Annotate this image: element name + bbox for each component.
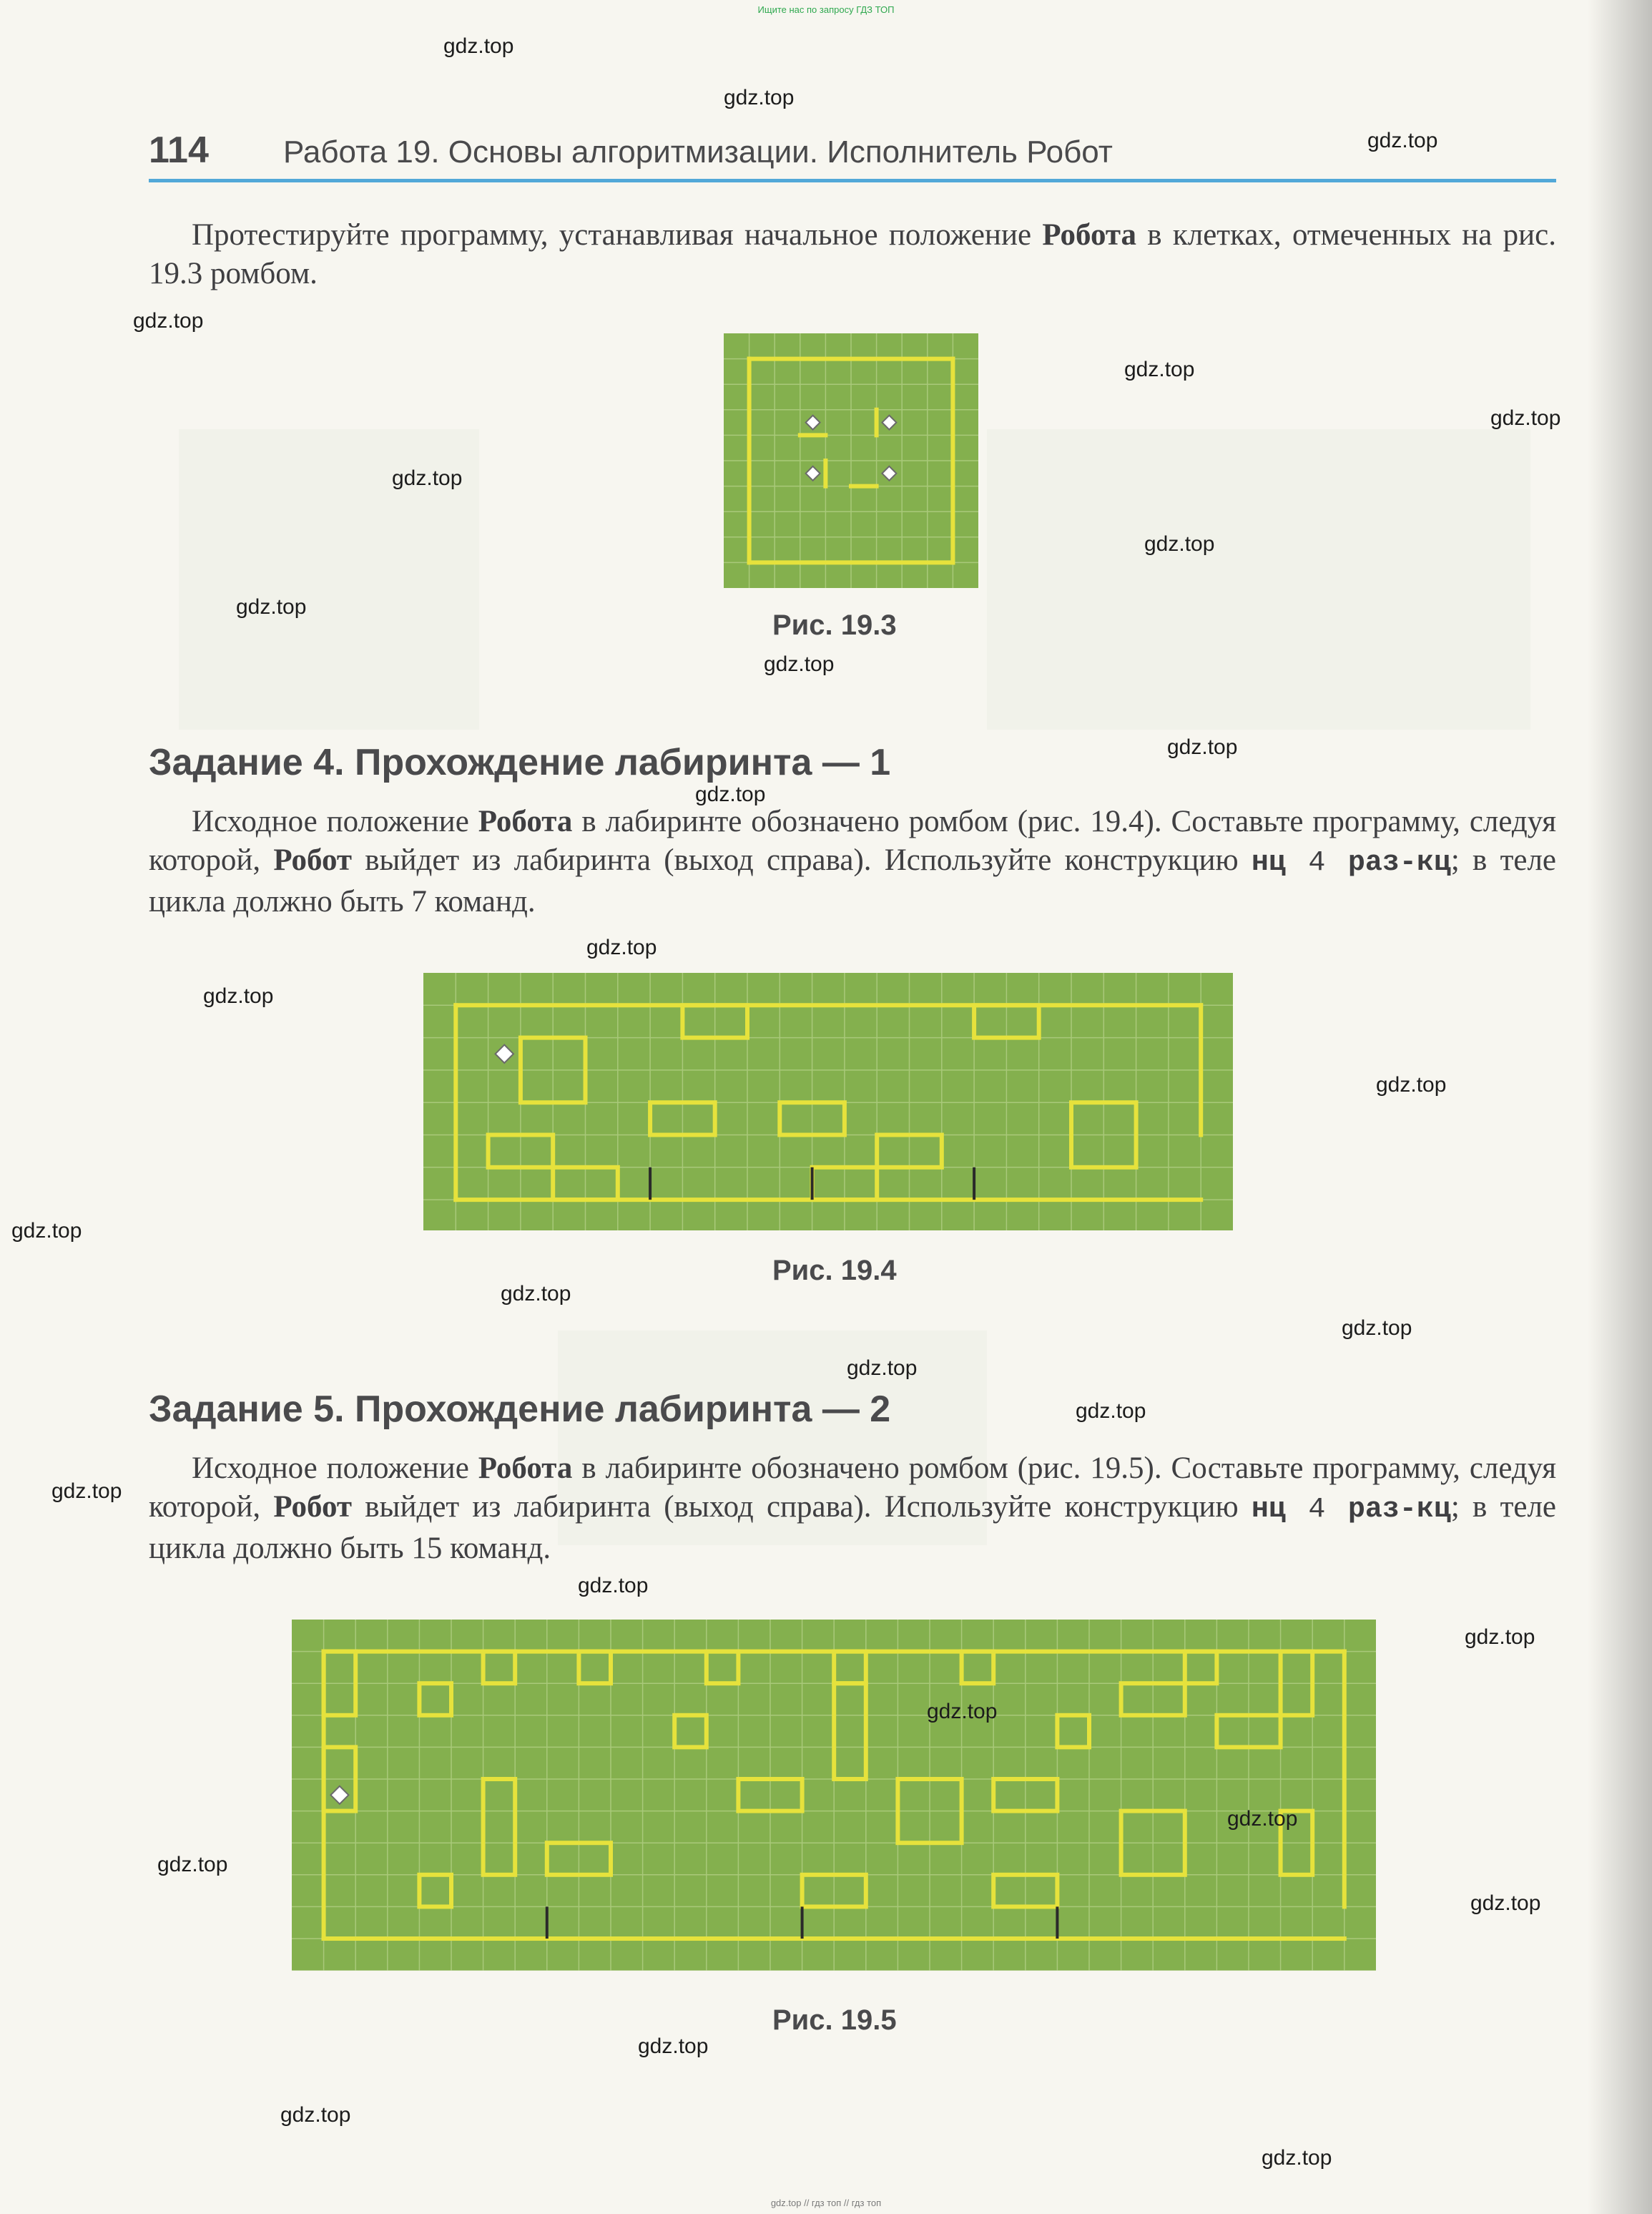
- watermark: gdz.top: [847, 1356, 918, 1380]
- task-4-robot-1: Робота: [478, 805, 573, 838]
- task-4-heading: Задание 4. Прохождение лабиринта — 1: [149, 742, 891, 783]
- watermark: gdz.top: [280, 2103, 351, 2127]
- watermark: gdz.top: [1076, 1399, 1146, 1423]
- watermark: gdz.top: [133, 309, 204, 333]
- page-number: 114: [149, 129, 209, 171]
- task-4-text-3: выйдет из лабиринта (выход справа). Используйте конструкцию: [352, 843, 1252, 877]
- watermark: gdz.top: [157, 1853, 228, 1876]
- watermark: gdz.top: [1367, 129, 1438, 152]
- watermark: gdz.top: [1227, 1807, 1298, 1831]
- task-5-keyword-razkc: раз-кц: [1347, 1494, 1451, 1526]
- watermark: gdz.top: [11, 1219, 82, 1243]
- watermark: gdz.top: [586, 936, 657, 959]
- task-4-text-4: ; в теле цикла должно быть 7 команд.: [149, 843, 1556, 919]
- figure-19-3-maze: [724, 333, 978, 588]
- watermark: gdz.top: [1124, 358, 1195, 381]
- watermark: gdz.top: [1144, 532, 1215, 556]
- watermark: gdz.top: [51, 1479, 122, 1503]
- top-search-note: Ищите нас по запросу ГДЗ ТОП: [757, 4, 895, 15]
- task-5-robot-2: Робот: [273, 1490, 353, 1524]
- task-5-text-3: выйдет из лабиринта (выход справа). Используйте конструкцию: [352, 1490, 1252, 1524]
- intro-text-b: в клетках, отмеченных на рис. 19.3 ромбом.: [149, 218, 1557, 290]
- page-header: [149, 129, 1556, 182]
- figure-19-4-maze: [423, 973, 1233, 1230]
- intro-text-a: Протестируйте программу, устанавливая начальное положение: [192, 218, 1043, 252]
- bottom-note: gdz.top // гдз топ // гдз топ: [770, 2198, 882, 2208]
- task-5-text-2: в лабиринте обозначено ромбом (рис. 19.5). Составьте программу, следуя которой,: [149, 1451, 1556, 1524]
- intro-robot-word: Робота: [1042, 218, 1137, 252]
- watermark: gdz.top: [203, 984, 274, 1008]
- watermark: gdz.top: [501, 1282, 571, 1306]
- watermark: gdz.top: [1470, 1891, 1541, 1915]
- figure-19-3-caption: Рис. 19.3: [772, 609, 897, 641]
- figure-19-5-caption: Рис. 19.5: [772, 2004, 897, 2036]
- task-5-heading: Задание 5. Прохождение лабиринта — 2: [149, 1388, 891, 1430]
- figure-19-4-caption: Рис. 19.4: [772, 1255, 897, 1286]
- watermark: gdz.top: [1376, 1073, 1447, 1097]
- watermark: gdz.top: [927, 1700, 998, 1723]
- watermark: gdz.top: [236, 595, 307, 619]
- figure-19-5-maze: [292, 1620, 1376, 1989]
- watermark: gdz.top: [1342, 1316, 1412, 1340]
- watermark: gdz.top: [1167, 735, 1238, 759]
- watermark: gdz.top: [638, 2034, 709, 2058]
- task-4-robot-2: Робот: [273, 843, 353, 877]
- task-5-robot-1: Робота: [478, 1451, 573, 1485]
- watermark: gdz.top: [578, 1574, 649, 1597]
- task-5-text-4: ; в теле цикла должно быть 15 команд.: [149, 1490, 1556, 1565]
- task-5-keyword-nc: нц: [1251, 1494, 1286, 1526]
- task-4-text-1: Исходное положение: [192, 805, 478, 838]
- watermark: gdz.top: [1262, 2146, 1332, 2170]
- watermark: gdz.top: [724, 86, 795, 109]
- task-4-count: 4: [1285, 847, 1348, 879]
- page-edge-shadow: [1588, 0, 1652, 2214]
- task-4-text-2: в лабиринте обозначено ромбом (рис. 19.4). Составьте программу, следуя которой,: [149, 805, 1556, 877]
- intro-paragraph: [149, 216, 1556, 293]
- task-5-text: [149, 1449, 1556, 1568]
- watermark: gdz.top: [695, 783, 766, 806]
- task-4-text: [149, 803, 1556, 921]
- task-4-keyword-razkc: раз-кц: [1347, 847, 1451, 879]
- watermark: gdz.top: [764, 652, 835, 676]
- header-title: Работа 19. Основы алгоритмизации. Исполнитель Робот: [283, 134, 1113, 170]
- watermark: gdz.top: [1465, 1625, 1535, 1649]
- watermark: gdz.top: [392, 466, 463, 490]
- task-5-text-1: Исходное положение: [192, 1451, 478, 1485]
- task-5-count: 4: [1285, 1494, 1348, 1526]
- watermark: gdz.top: [443, 34, 514, 58]
- task-4-keyword-nc: нц: [1251, 847, 1286, 879]
- bleed-through-right: [987, 429, 1530, 730]
- watermark: gdz.top: [1490, 406, 1561, 430]
